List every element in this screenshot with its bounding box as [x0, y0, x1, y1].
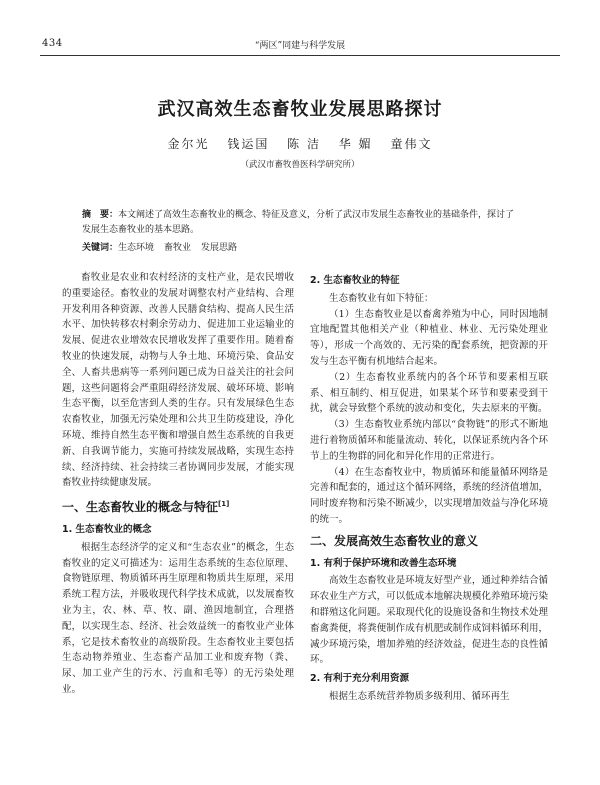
article-title: 武汉高效生态畜牧业发展思路探讨: [157, 99, 443, 120]
keyword: 生态环境: [118, 243, 155, 253]
author: 华 媚: [338, 137, 373, 151]
left-column: [62, 270, 294, 698]
body-paragraph: 高效生态畜牧业是环境友好型产业，通过种养结合循环农业生产方式，可以低成本地解决规模化养殖环境污染和群殖这化问题。采取现代化的设施设备和生物技术处理畜禽粪便，将粪便制作成有机肥或制作成饲料循环利用，减少环境污染，增加养殖的经济效益，促进生态的良性循环。: [310, 575, 548, 666]
keyword: 畜牧业: [164, 243, 192, 253]
author: 童伟文: [390, 137, 433, 151]
keywords-label: 关键词：: [82, 243, 119, 253]
citation-ref: [1]: [218, 500, 230, 509]
author-list: [0, 135, 600, 152]
section-title: 一、生态畜牧业的概念与特征: [62, 500, 219, 515]
author: 陈 洁: [287, 137, 321, 151]
running-header: “两区”同建与科学发展: [254, 41, 346, 51]
subsection-heading: 2. 有利于充分利用资源: [310, 673, 410, 685]
author: 金尔光: [167, 137, 210, 151]
feature-item: （1）生态畜牧业是以畜禽养殖为中心，同时因地制宜地配置其他相关产业（种植业、林业、无污染处理业等），形成一个高效的、无污染的配套系统，把资源的开发与生态平衡有机地结合起来。: [310, 308, 548, 367]
intro-paragraph: 畜牧业是农业和农村经济的支柱产业，是农民增收的重要途径。畜牧业的发展对调整农村产业结构、合理开发利用各种资源、改善人民膳食结构、提高人民生活水平、加快转移农村剩余劳动力、促进加工业运输业的发展、促进农业增效农民增收发挥了重要作用。随着畜牧业的快速发展，动物与人争土地、环境污染、食品安全、人畜共患病等一系列问题已成为日益关注的社会问题，这些问题将会严重阻碍经济发展、破坏环境、影响生态平衡，以至危害到人类的生存。只有发展绿色生态农畜牧业，加强无污染处理和公共卫生防疫建设，净化环境、维持自然生态平衡和增强自然生态系统的自我更新、自我调节能力，实施可持续发展战略，实现生态持续、经济持续、社会持续三者协调同步发展，才能实现畜牧业持续健康发展。: [62, 272, 294, 489]
subsection-heading: 2. 生态畜牧业的特征: [310, 275, 400, 286]
affiliation: （武汉市畜牧兽医科学研究所）: [240, 160, 360, 170]
feature-item: （4）在生态畜牧业中，物质循环和能量循环网络是完善和配套的，通过这个循环网络，系统的经济值增加，同时废弃物和污染不断减少，以实现增加效益与净化环境的统一。: [310, 466, 548, 525]
subsection-heading: 1. 有利于保护环境和改善生态环境: [310, 557, 457, 569]
subsection-heading: 1. 生态畜牧业的概念: [62, 523, 152, 535]
body-paragraph: 根据生态系统营养物质多级利用、循环再生: [329, 690, 510, 702]
author: 钱运国: [227, 137, 270, 151]
header-divider: [40, 55, 560, 56]
keywords: [82, 240, 522, 253]
abstract-label: 摘 要：: [82, 210, 119, 220]
feature-item: （3）生态畜牧业系统内部以“食物链”的形式不断地进行着物质循环和能量流动、转化，以保证系统内各个环节上的生物群的同化和异化作用的正常进行。: [310, 419, 548, 462]
right-column: [310, 270, 548, 705]
abstract-text: 本文阐述了高效生态畜牧业的概念、特征及意义，分析了武汉市发展生态畜牧业的基础条件，探讨了发展生态畜牧业的基本思路。: [82, 210, 515, 235]
abstract: [82, 208, 522, 238]
section-heading: 二、发展高效生态畜牧业的意义: [310, 533, 479, 548]
feature-item: （2）生态畜牧业系统内的各个环节和要素相互联系、相互制约、相互促进，如果某个环节和要素受到干扰，就会导致整个系统的波动和变化，失去原来的平衡。: [310, 371, 548, 415]
section-heading: [62, 497, 294, 516]
body-paragraph: 生态畜牧业有如下特征：: [329, 292, 434, 304]
keyword: 发展思路: [201, 243, 238, 253]
page-number: 434: [42, 38, 63, 49]
body-paragraph: 根据生态经济学的定义和“生态农业”的概念，生态畜牧业的定义可描述为：运用生态系统的生态位原理、食物链原理、物质循环再生原理和物质共生原理，采用系统工程方法，并吸收现代科学技术成就，以发展畜牧业为主，农、林、草、牧、副、渔因地制宜，合理搭配，以实现生态、经济、社会效益统一的畜牧业产业体系，它是技术畜牧业的高级阶段。生态畜牧业主要包括生态动物养殖业、生态畜产品加工业和废弃物（粪、尿、加工业产生的污水、污血和毛等）的无污染处理业。: [62, 541, 294, 695]
